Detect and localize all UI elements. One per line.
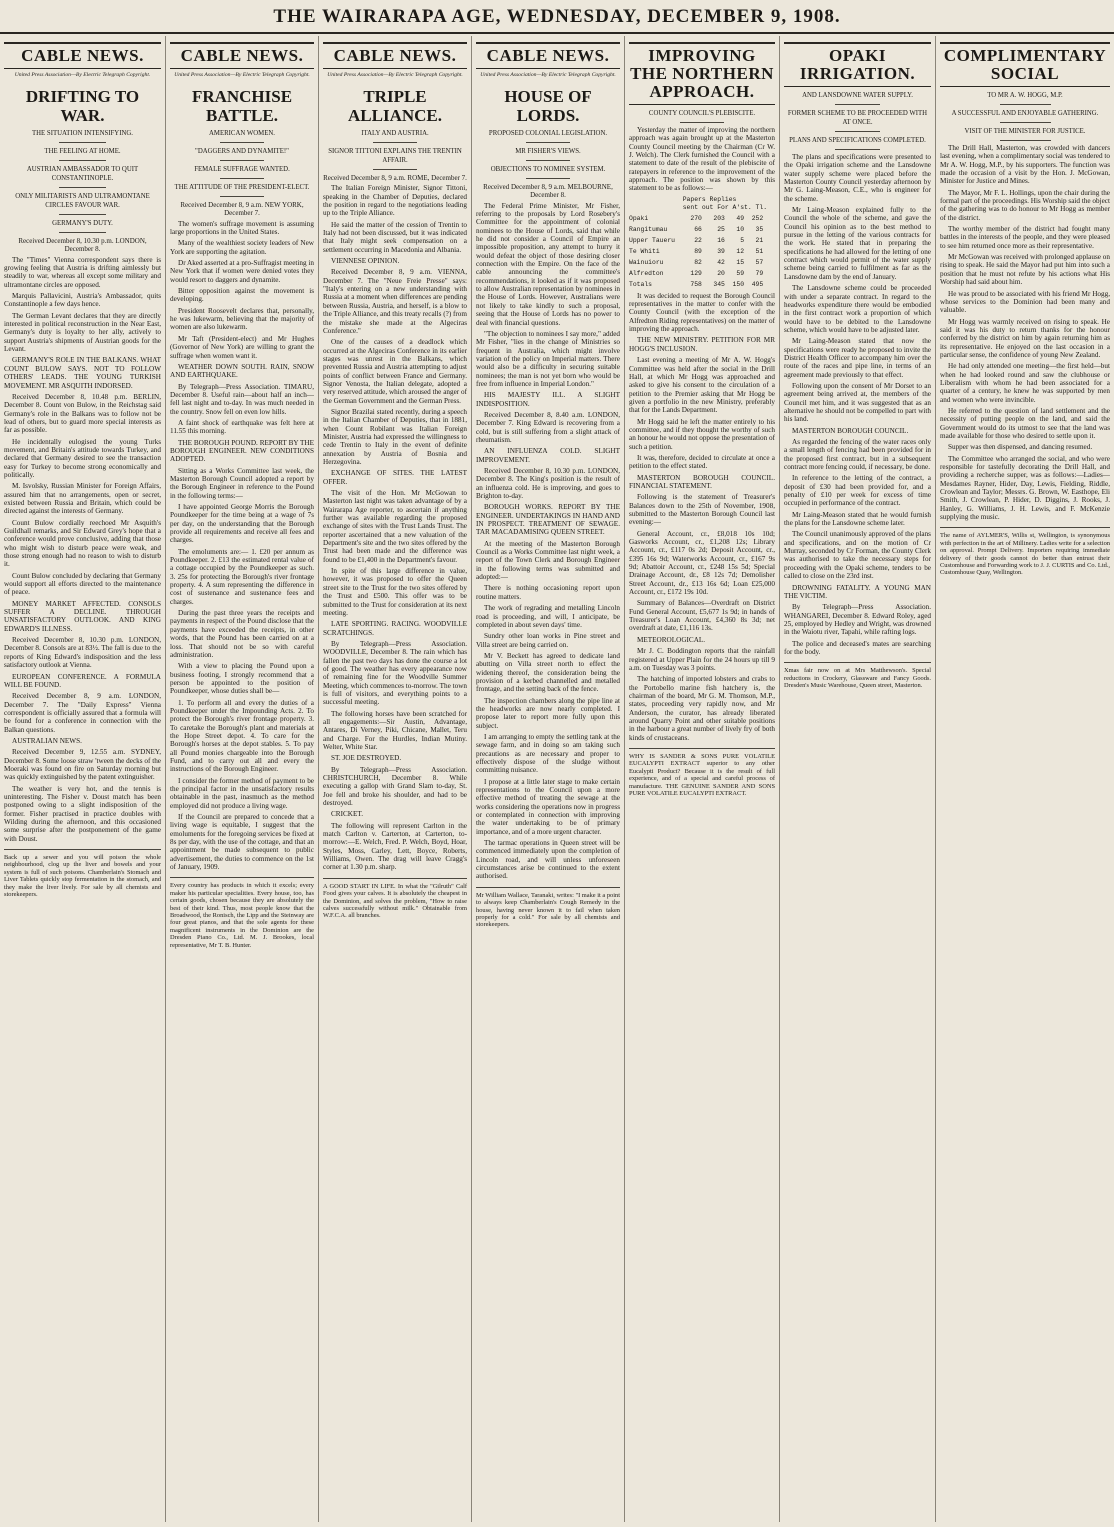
body-paragraph: At the meeting of the Masterton Borough Council as a Works Committee last night week, a report of the Town Clerk and Borough Engineer in the following terms was submitted and adopted:—	[476, 539, 620, 582]
column-2	[166, 36, 319, 1522]
article-subheading: AUSTRIAN AMBASSADOR TO QUIT CONSTANTINOPLE.	[26, 166, 139, 182]
newspaper-page	[0, 36, 1114, 1522]
article-subheading: "DAGGERS AND DYNAMITE!"	[195, 148, 289, 155]
article-subheading: A SUCCESSFUL AND ENJOYABLE GATHERING.	[951, 110, 1099, 117]
body-paragraph: He was proud to be associated with his friend Mr Hogg, whose services to the Dominion had been many and valuable.	[940, 289, 1110, 315]
body-paragraph: Sundry other loan works in Pine street and Villa street are being carried on.	[476, 632, 620, 649]
body-paragraph: Mr Hogg was warmly received on rising to speak. He said it was his duty to return thanks for the honour conferred by the district on him by again returning him as its representative. He enjoyed on the last occasion in a particular sense, the confidence of young New Zealand.	[940, 317, 1110, 359]
body-paragraph: The German Levant declares that they are directly interested in political reconstruction in the Near East, Germany's duty is loyalty to her ally, actively to support Austria's shipments of Austrian goods for the Levant.	[4, 311, 161, 354]
body-paragraph: Sitting as a Works Committee last week, the Masterton Borough Council adopted a report by the Borough Engineer in reference to the Pound in the following terms:—	[170, 466, 314, 500]
article-subheading: VISIT OF THE MINISTER FOR JUSTICE.	[964, 128, 1086, 135]
body-paragraph: MASTERTON BOROUGH COUNCIL. FINANCIAL STATEMENT.	[629, 473, 775, 490]
advertisement: Back up a sewer and you will poison the whole neighbourhood, clog up the liver and bowels and your system is full of such poisons. Chamberlain's Stomach and Liver Tablets quickly stop fermentation in the stomach, and they make the liver lively. For sale by all chemists and storekeepers.	[4, 849, 161, 898]
body-paragraph: If the Council are prepared to concede that a living wage is equitable, I suggest that the emoluments for the foregoing services be fixed at 8s per day, with the use of the cottage, and that an appointment be made subsequent to public advertisement, the duties to commence on the 1st of January, 1909.	[170, 813, 314, 872]
advertisement: WHY IS SANDER & SONS PURE VOLATILE EUCALYPTI EXTRACT superior to any other Eucalypti Product? Because it is the result of full experience, and of a special and careful process of manufacture. THE GENUINE SANDER AND SONS PURE VOLATILE EUCALYPTI EXTRACT.	[629, 748, 775, 797]
dateline: Received December 8, 9 a.m. ROME, December 7.	[323, 174, 467, 182]
body-paragraph: Mr Laing-Meason stated that now the specifications were ready he proposed to invite the District Health Officer to accompany him over the route of the races and pipe line, in terms of an agreement made previously to that effect.	[784, 337, 931, 379]
body-paragraph: The following horses have been scratched for all engagements:—Sir Austin, Advantage, Antares, Di Verney, Piki, Chicane, Mallet, Teru and Charge. For the Hurdles, Indian Mutiny. Welter, White Star.	[323, 709, 467, 751]
body-paragraph: The worthy member of the district had fought many battles in the interests of the people, and they were pleased to see him returned once more as their representative.	[940, 225, 1110, 250]
body-paragraph: THE BOROUGH POUND. REPORT BY THE BOROUGH ENGINEER. NEW CONDITIONS ADOPTED.	[170, 438, 314, 464]
body-paragraph: Signor Brazilai stated recently, during a speech in the Italian Chamber of Deputies, that in 1881, when Count Robilant was Italian Foreign Minister, Austria had expressed the willingness to cede Trentin to Italy in the event of definite annexation by Austria of Bosnia and Herzegovina.	[323, 407, 467, 466]
body-paragraph: Following upon the consent of Mr Dorset to an agreement being arrived at, the members of the Council met him, and it was suggested that as an alternative he should not be compelled to part with his land.	[784, 381, 931, 424]
body-paragraph: 1. To perform all and every the duties of a Poundkeeper under the Impounding Acts. 2. To protect the Borough's river frontage property. 3. To caretake the Borough's plant and materials at the Hope Street depot. 4. To care for the Borough's horses at the depot stables. 5. To pay all Pound monies chargeable into the Borough Fund, and to carry out all and every the instructions of the Borough Engineer.	[170, 698, 314, 774]
masthead-title: THE WAIRARAPA AGE, WEDNESDAY, DECEMBER 9, 1908.	[273, 6, 841, 27]
divider-rule	[526, 142, 569, 143]
body-paragraph: The inspection chambers along the pipe line at the headworks are now nearly completed. I propose later to report more fully upon this subject.	[476, 696, 620, 730]
body-paragraph: Yesterday the matter of improving the northern approach was again brought up at the Masterton County Council meeting by the Chairman (Cr W. J. Welch). The Clerk furnished the Council with a statement to date of the result of the plebiscite of ratepayers in reference to the improvement of the approach. The position was shown by this statement to be as follows:—	[629, 126, 775, 193]
body-paragraph: It was, therefore, decided to circulate at once a petition to the effect stated.	[629, 453, 775, 471]
plebiscite-table-row: Alfredton 129 20 59 79	[629, 269, 764, 277]
body-paragraph: With a view to placing the Pound upon a business footing, I strongly recommend that a person be appointed to the position of Poundkeeper, whose duties shall be—	[170, 662, 314, 696]
body-paragraph: The following will represent Carlton in the match Carlton v. Carterton, at Carterton, to-morrow:—E. Welch, Fred. P. Welch, Boyd, Hoar, Styles, Moss, Carley, Lett, Boyce, Roberts, Williams, Owen. The drag will leave Cragg's corner at 1.30 p.m. sharp.	[323, 821, 467, 872]
article-subheading: OBJECTIONS TO NOMINEE SYSTEM.	[490, 166, 606, 173]
body-paragraph: ST. JOE DESTROYED.	[331, 754, 402, 763]
body-paragraph: GERMANY'S ROLE IN THE BALKANS. WHAT COUNT BULOW SAYS. NOT TO FOLLOW OTHERS' LEADS. THE YOUNG TURKISH MOVEMENT. MR ASQUITH INDORSED.	[4, 356, 161, 390]
body-paragraph: "The objection to nominees I say more," added Mr Fisher, "lies in the change of Ministries so frequent in Australia, which might involve variation of the policy on Imperial matters. There would also be a difficulty in securing suitable nominees; the man is not yet born who would be free from influence in Imperial London."	[476, 329, 620, 388]
body-paragraph: One of the causes of a deadlock which occurred at the Algeciras Conference in its earlier stages was unrest in the Balkans, which prevented Russia and Austria attempting to adjust points of conflict between France and Germany. Signor Venosta, the Italian delegate, adopted a very reserved attitude, which aroused the anger of the German Government and the German Press.	[323, 338, 467, 405]
body-paragraph: I propose at a little later stage to make certain representations to the Council upon a more effective method of treating the sewage at the works considering the operations now in progress or contemplated in connection with improving the water undertaking to be of primary importance, and of a more urgent character.	[476, 777, 620, 836]
body-paragraph: Many of the wealthiest society leaders of New York are supporting the agitation.	[170, 239, 314, 256]
plebiscite-table-row: Rangitumau 66 25 10 35	[629, 225, 764, 233]
column-heading: CABLE NEWS.	[170, 42, 314, 69]
divider-rule	[835, 149, 879, 150]
body-paragraph: It was decided to request the Borough Council representatives in the matter to confer with the County Council (with the exception of the Alfredton Riding representatives) on the matter of improving the approach.	[629, 291, 775, 334]
article-subheading: ITALY AND AUSTRIA.	[361, 130, 429, 137]
body-paragraph: During the past three years the receipts and payments in respect of the Pound disclose that the payments have exceeded the receipts, in other words, that the Pound has been carried on at a loss. That should not be so with careful administration.	[170, 609, 314, 659]
body-paragraph: CRICKET.	[331, 810, 364, 819]
body-paragraph: By Telegraph—Press Association. WOODVILLE, December 8. The rain which has fallen the past two days has done the course a lot of good. The weather has every appearance now of remaining fine for the Woodville Summer Meeting, which commences to-morrow. The town is full of visitors, and everything points to a successful meeting.	[323, 639, 467, 707]
body-paragraph: By Telegraph—Press Association. CHRISTCHURCH, December 8. While executing a gallop with Grand Slam to-day, St. Joe fell and broke his shoulder, and had to be destroyed.	[323, 765, 467, 808]
body-paragraph: He referred to the question of land settlement and the necessity of putting people on the land, and said the Government would do its utmost to see that the land was made available for those who desired to settle upon it.	[940, 406, 1110, 440]
body-paragraph: WEATHER DOWN SOUTH. RAIN, SNOW AND EARTHQUAKE.	[170, 362, 314, 380]
body-paragraph: President Roosevelt declares that, personally, he was lukewarm, believing that the majority of women are also lukewarm.	[170, 306, 314, 332]
body-paragraph: General Account, cr., £8,018 10s 10d; Gasworks Account, cr., £1,208 12s; Library Account, cr., £117 0s 2d; Deposit Account, cr., £395 16s 9d; Waterworks Account, cr., £167 9s 9d; Abattoir Account, cr., £248 15s 5d; Special Drainage Account, dr., £8 12s 7d; Demolisher Street Account, dr., £13 16s 6d; Loan £25,000 Account, cr., £172 19s 10d.	[629, 529, 775, 597]
body-paragraph: DROWNING FATALITY. A YOUNG MAN THE VICTIM.	[784, 583, 931, 600]
body-paragraph: Received December 8, 10.48 p.m. BERLIN, December 8. Count von Bulow, in the Reichstag said Germany's role in the Balkans was to follow not be lead of others, but to guard more special interests as far as possible.	[4, 392, 161, 435]
column-heading: COMPLIMENTARY SOCIAL	[940, 42, 1110, 87]
column-heading: CABLE NEWS.	[4, 42, 161, 69]
article-subheading: PROPOSED COLONIAL LEGISLATION.	[488, 130, 608, 137]
wire-credit: United Press Association—By Electric Telegraph Copyright.	[14, 72, 151, 78]
divider-rule	[220, 178, 263, 179]
body-paragraph: BOROUGH WORKS. REPORT BY THE ENGINEER. UNDERTAKINGS IN HAND AND IN PROSPECT. TREATMENT OF SEWAGE. TAR MACADAMISING QUEEN STREET.	[476, 503, 620, 537]
dateline: Received December 8, 9 a.m. NEW YORK, December 7.	[180, 201, 304, 218]
article-subheading: COUNTY COUNCIL'S PLEBISCITE.	[648, 110, 756, 117]
dateline: Received December 8, 10.30 p.m. LONDON, December 8.	[18, 237, 147, 254]
body-paragraph: The emoluments are:— 1. £20 per annum as Poundkeeper. 2. £13 the estimated rental value of a cottage occupied by the Poundkeeper as such. 3. 25s for protecting the Borough's river frontage property. 4. A sum representing the difference in cost of sustenance and sustenance fees and charges.	[170, 547, 314, 606]
wire-credit: United Press Association—By Electric Telegraph Copyright.	[174, 72, 310, 78]
body-paragraph: Supper was then dispensed, and dancing resumed.	[948, 443, 1093, 452]
divider-rule	[59, 187, 106, 188]
body-paragraph: Following is the statement of Treasurer's Balances down to the 25th of November, 1908, submitted to the Masterton Borough Council last evening:—	[629, 493, 775, 527]
body-paragraph: MASTERTON BOROUGH COUNCIL.	[792, 426, 909, 435]
masthead	[0, 6, 1114, 34]
body-paragraph: VIENNESE OPINION.	[331, 257, 400, 266]
divider-rule	[526, 178, 569, 179]
advertisement: A GOOD START IN LIFE. In what the "Gilruth" Calf Food gives your calves. It is absolutely the cheapest in the Dominion, and solves the problem, "How to raise calves successfully without milk." Obtainable from W.F.C.A. all branches.	[323, 878, 467, 920]
body-paragraph: HIS MAJESTY ILL. A SLIGHT INDISPOSITION.	[476, 391, 620, 408]
body-paragraph: The hatching of imported lobsters and crabs to the Portobello marine fish hatchery is, the chairman of the board, Mr G. M. Thomson, M.P., states, proceeding very rapidly now, and Mr Anderson, the curator, has already liberated around Quarry Point and other suitable positions in the harbour a great number of lively fry of both kinds of crustaceans.	[629, 675, 775, 742]
advertisement: Mr William Wallace, Taranaki, writes: "I make it a point to always keep Chamberlain's Cough Remedy in the house, having never known it to fail when taken properly for a cold." For sale by all chemists and storekeepers.	[476, 887, 620, 929]
article-subheading: AND LANSDOWNE WATER SUPPLY.	[802, 92, 913, 99]
advertisement: The name of AYLMER'S, Willis st, Wellington, is synonymous with perfection in the art of Millinery. Ladies write for a selection on approval. Prompt Delivery. Importers requiring immediate delivery of their goods cannot do better than entrust their Customhouse and Forwarding work to J. J. CURTIS and Co. Ltd., Customhouse Quay, Wellington.	[940, 527, 1110, 576]
body-paragraph: The Drill Hall, Masterton, was crowded with dancers last evening, when a complimentary social was tendered to Mr A. W. Hogg, M.P., by his supporters. The function was made the occasion of a visit by the Hon. J. McGowan, Minister for Justice and Mines.	[940, 144, 1110, 186]
body-paragraph: By Telegraph—Press Association. TIMARU, December 8. Useful rain—about half an inch—fell last night and to-day. In was much needed in the country. Snow fell on even low hills.	[170, 382, 314, 416]
body-paragraph: As regarded the fencing of the water races only a small length of fencing had been provided for in the proposed first contract, but in a subsequent contract more fencing could, if necessary, be done.	[784, 438, 931, 472]
dateline: Received December 8, 9 a.m. MELBOURNE, December 8.	[483, 183, 613, 200]
body-paragraph: By Telegraph—Press Association. WHANGAREI, December 8. Edward Roley, aged 25, employed by Hedley and Wright, was drowned in the Waiotu river, Tapahi, while rafting logs.	[784, 603, 931, 637]
body-paragraph: The work of regrading and metalling Lincoln road is proceeding, and will, I anticipate, be completed in about seven days' time.	[476, 604, 620, 629]
body-paragraph: I am arranging to empty the settling tank at the sewage farm, and in doing so am taking such precautions as are necessary and proper to effectively dispose of the sludge without committing nuisance.	[476, 732, 620, 775]
body-paragraph: Mr J. C. Boddington reports that the rainfall registered at Upper Plain for the 24 hours up till 9 a.m. on Tuesday was 3 points.	[629, 647, 775, 672]
body-paragraph: The Committee who arranged the social, and who were responsible for tastefully decorating the Drill Hall, and providing a recherche supper, was as follows:—Ladies—Mesdames Rayner, Hider, Day, Lewis, Fielding, Riddle, Crowlean and Taylor; Messrs. G. Brown, W. Easthope, Eli Smith, J. Crowlean, P. Hider, D. Diggins, J. Rooks, J. Hanley, G. Williams, J. H. Lewis, and F. McKenzie supplying the music.	[940, 454, 1110, 522]
body-paragraph: LATE SPORTING. RACING. WOODVILLE SCRATCHINGS.	[323, 620, 467, 637]
body-paragraph: The plans and specifications were presented to the Opaki irrigation scheme and the Lansdowne water supply scheme were placed before the Masterton County Council yesterday afternoon by Mr G. Laing-Meason, C.E., who is engineer for the scheme.	[784, 153, 931, 203]
body-paragraph: The visit of the Hon. Mr McGowan to Masterton last night was taken advantage of by a Wairarapa Age reporter, to ascertain if anything further was available regarding the proposed exchange of sites with the Trust Lands Trust. The reporter ascertained that a new valuation of the Department's site and the two sites offered by the Trust had been made and the difference was found to be £1,400 in the Department's favour.	[323, 489, 467, 564]
article-subheading: AMERICAN WOMEN.	[209, 130, 275, 137]
article-title: DRIFTING TO WAR.	[25, 87, 140, 125]
article-subheading: THE ATTITUDE OF THE PRESIDENT-ELECT.	[174, 184, 310, 191]
body-paragraph: Bitter opposition against the movement is developing.	[170, 287, 314, 304]
body-paragraph: The Lansdowne scheme could be proceeded with under a separate contract. In regard to the headworks expenditure there would be embodied in the first contract work a proportion of which would have to be debited to the Lansdowne scheme, which would have to be adjusted later.	[784, 284, 931, 334]
body-paragraph: The Italian Foreign Minister, Signor Tittoni, speaking in the Chamber of Deputies, declared the position in regard to the negotiations leading up to the Triple Alliance.	[323, 184, 467, 218]
body-paragraph: Marquis Pallavicini, Austria's Ambassador, quits Constantinople a few days hence.	[4, 292, 161, 309]
article-subheading: THE SITUATION INTENSIFYING.	[32, 130, 133, 137]
body-paragraph: THE NEW MINISTRY. PETITION FOR MR HOGG'S INCLUSION.	[629, 336, 775, 353]
divider-rule	[373, 169, 416, 170]
body-paragraph: Mr Hogg said he left the matter entirely to his committee, and if they thought the worthy of such an honour he would not oppose the presentation of such a petition.	[629, 417, 775, 451]
body-paragraph: Count Bulow concluded by declaring that Germany would support all efforts directed to the maintenance of peace.	[4, 571, 161, 597]
article-subheading: FEMALE SUFFRAGE WANTED.	[194, 166, 290, 173]
body-paragraph: Count Bulow cordially reechoed Mr Asquith's Guildhall remarks, and Sir Edward Grey's hope that a conference would prove conclusive, adding that those who might wish to disturb peace were weak, and those strong enough had no reason to wish to disturb it.	[4, 518, 161, 569]
wire-credit: United Press Association—By Electric Telegraph Copyright.	[480, 72, 616, 78]
body-paragraph: The tarmac operations in Queen street will be commenced immediately upon the completion of Lincoln road, and will unless unforeseen circumstances arise be continued to the extent authorised.	[476, 839, 620, 881]
divider-rule	[59, 214, 106, 215]
column-1	[0, 36, 166, 1522]
article-title: HOUSE OF LORDS.	[504, 87, 592, 125]
body-paragraph: Mr Laing-Meason stated that he would furnish the plans for the Lansdowne scheme later.	[784, 510, 931, 528]
body-paragraph: Last evening a meeting of Mr A. W. Hogg's Committee was held after the social in the Drill Hall, at which Mr Hogg was approached and asked to give his consent to the circulation of a petition to the Premier asking that Mr Hogg be given a portfolio in the new Ministry, preferably that for the Lands Department.	[629, 356, 775, 415]
body-paragraph: AUSTRALIAN NEWS.	[12, 736, 82, 745]
body-paragraph: The women's suffrage movement is assuming large proportions in the United States.	[170, 219, 314, 237]
body-paragraph: He had only attended one meeting—the first held—but when he had looked round and saw the clubhouse or Liberalism with whom he had been associated for a quarter of a century, he knew he was supported by men and women who were invincible.	[940, 362, 1110, 404]
wire-credit: United Press Association—By Electric Telegraph Copyright.	[327, 72, 463, 78]
column-heading: OPAKI IRRIGATION.	[784, 42, 931, 87]
body-paragraph: A faint shock of earthquake was felt here at 11.55 this morning.	[170, 418, 314, 436]
plebiscite-table-row: Te Whiti 89 39 12 51	[629, 247, 764, 255]
article-subheading: FORMER SCHEME TO BE PROCEEDED WITH AT ONCE.	[787, 110, 928, 126]
column-heading: CABLE NEWS.	[323, 42, 467, 69]
plebiscite-table-row: Totals 758 345 150 495	[629, 280, 764, 288]
body-paragraph: I have appointed George Morris the Borough Poundkeeper for the time being at a wage of 7s per day, on the understanding that the Borough provide all requirements and receive all fees and charges.	[170, 503, 314, 545]
article-subheading: MR FISHER'S VIEWS.	[515, 148, 581, 155]
body-paragraph: Received December 8, 9 a.m. VIENNA, December 7. The "Neue Freie Presse" says: "Italy's entering on a new understanding with Russia at a moment when differences are pending between Russia, Austria, and herself, is a blow to the Triple Alliance, and this treaty recalls (?) from the mistake she made at the Algeciras Conference."	[323, 268, 467, 335]
divider-rule	[1000, 104, 1051, 105]
body-paragraph: Received December 8, 9 a.m. LONDON, December 7. The "Daily Express" Vienna correspondent is officially assured that a formula will be found for a conference in connection with the Balkan questions.	[4, 692, 161, 734]
article-subheading: SIGNOR TITTONI EXPLAINS THE TRENTIN AFFAIR.	[328, 148, 462, 164]
column-7	[936, 36, 1114, 1522]
body-paragraph: EXCHANGE OF SITES. THE LATEST OFFER.	[323, 469, 467, 486]
body-paragraph: He incidentally eulogised the young Turks movement, and Britain's attitude towards Turkey, and declared that Germany desired to see the transaction easy for Turkey to become strong economically and politically.	[4, 437, 161, 479]
divider-rule	[220, 196, 263, 197]
body-paragraph: METEOROLOGICAL.	[637, 635, 706, 644]
plebiscite-table-header: Papers Replies sent out For A'st. Tl.	[682, 195, 768, 211]
divider-rule	[680, 122, 724, 123]
body-paragraph: The Federal Prime Minister, Mr Fisher, referring to the proposals by Lord Rosebery's Committee for the appointment of colonial nominees to the House of Lords, said that while he did not consider a Council of Empire an impossible proposition, any attempt to hurry it would defeat the object of those desiring closer connection with the Empire. On the face of the cable announcing the committee's recommendations, it looked as if it was proposed to allow Australian representation by nominees in the House of Lords. However, Australians were not likely to take kindly to such a proposal, seeing that the House of Lords has no power to deal with financial questions.	[476, 201, 620, 327]
body-paragraph: Received December 9, 12.55 a.m. SYDNEY, December 8. Some loose straw 'tween the decks of the Moeraki was found on fire on Saturday morning but was quickly extinguished by the patent extinguisher.	[4, 748, 161, 782]
column-4	[472, 36, 625, 1522]
plebiscite-table-row: Upper Taueru 22 16 5 21	[629, 236, 764, 244]
advertisement: Every country has products in which it excels; every maker his particular specialities. Every house, too, has certain goods, chosen because they are absolutely the best of their kind. Thus, most people know that the Broadwood, the Ronisch, the Lipp and the Steinway are four great pianos, and that the sole agents for these magnificent instruments in the Dominion are the Dresden Piano Co., Ltd. M. J. Brookes, local representative, Mr T. B. Hunter.	[170, 877, 314, 949]
body-paragraph: Received December 8, 10.30 p.m. LONDON, December 8. The King's position is the result of an influenza cold. He is improving, and goes to Brighton to-day.	[476, 467, 620, 501]
body-paragraph: Received December 8, 8.40 a.m. LONDON, December 7. King Edward is recovering from a cold, but is still suffering from a slight attack of rheumatism.	[476, 410, 620, 444]
body-paragraph: He said the matter of the cession of Trentin to Italy had not been discussed, but it was indicated that Italy might seek compensation on a settlement occurring in Macedonia and Albania.	[323, 220, 467, 254]
column-3	[319, 36, 472, 1522]
body-paragraph: Dr Aked asserted at a pro-Suffragist meeting in New York that if women were denied votes they would resort to daggers and dynamite.	[170, 259, 314, 284]
body-paragraph: Mr Taft (President-elect) and Mr Hughes (Governor of New York) are willing to grant the suffrage when women want it.	[170, 334, 314, 360]
article-subheading: TO MR A. W. HOGG, M.P.	[987, 92, 1063, 99]
body-paragraph: Summary of Balances—Overdraft on District Fund General Account, £5,677 1s 9d; in hands of Treasurer's Loan Account, £4,360 8s 3d; net overdraft at date, £1,116 13s.	[629, 599, 775, 633]
body-paragraph: The Council unanimously approved of the plans and specifications, and on the motion of Cr Murray, seconded by Cr Forman, the County Clerk was authorised to take the necessary steps for proceeding with the Opaki scheme, tenders to be called to close on the 23rd inst.	[784, 530, 931, 581]
body-paragraph: Received December 8, 10.30 p.m. LONDON, December 8. Consols are at 83½. The fall is due to the reports of King Edward's indisposition and the less satisfactory outlook at Vienna.	[4, 636, 161, 670]
article-title: FRANCHISE BATTLE.	[191, 87, 293, 125]
body-paragraph: The "Times" Vienna correspondent says there is growing feeling that Austria is drifting aimlessly but steadily to war, whereas all except some military and ultramontane circles are opposed.	[4, 255, 161, 289]
body-paragraph: I consider the former method of payment to be the principal factor in the unsatisfactory results obtainable in the past, inasmuch as the method employed did not produce a living wage.	[170, 776, 314, 810]
plebiscite-table-row: Opaki 270 203 49 252	[629, 214, 764, 222]
body-paragraph: The Mayor, Mr F. L. Hollings, upon the chair during the formal part of the proceedings. His Worship said the object of the gathering was to do honour to Mr Hogg as member of the district.	[940, 188, 1110, 222]
divider-rule	[835, 104, 879, 105]
divider-rule	[1000, 122, 1051, 123]
divider-rule	[59, 232, 106, 233]
article-subheading: THE FEELING AT HOME.	[44, 148, 121, 155]
body-paragraph: AN INFLUENZA COLD. SLIGHT IMPROVEMENT.	[476, 447, 620, 464]
advertisement: Xmas fair now on at Mrs Matthewson's. Special reductions in Crockery, Glassware and Fancy Goods. Dresden's Music Warehouse, Queen street, Masterton.	[784, 662, 931, 689]
article-title: TRIPLE ALLIANCE.	[348, 87, 442, 125]
body-paragraph: MONEY MARKET AFFECTED. CONSOLS SUFFER A DECLINE. THROUGH UNSATISFACTORY OUTLOOK. AND KING EDWARD'S ILLNESS.	[4, 599, 161, 633]
divider-rule	[373, 142, 416, 143]
column-5	[625, 36, 780, 1522]
body-paragraph: The weather is very hot, and the tennis is uninteresting. The Fisher v. Doust match has been postponed owing to a slight indisposition of the former. Fisher practised in practice doubles with Wilding during the afternoon, and this occasioned some surprise after the postponement of the game with Doust.	[4, 784, 161, 843]
divider-rule	[1000, 140, 1051, 141]
column-heading: IMPROVING THE NORTHERN APPROACH.	[629, 42, 775, 105]
body-paragraph: There is nothing occasioning report upon routine matters.	[476, 584, 620, 601]
body-paragraph: In spite of this large difference in value, however, it was proposed to offer the Queen street site to the Trust for the two sites offered by the Trust and £500. This offer was to be submitted to the Trust for consideration at its next meeting.	[323, 567, 467, 617]
body-paragraph: The police and deceased's mates are searching for the body.	[784, 639, 931, 656]
divider-rule	[59, 142, 106, 143]
divider-rule	[835, 131, 879, 132]
divider-rule	[220, 142, 263, 143]
body-paragraph: Mr McGowan was received with prolonged applause on rising to speak. He said the Mayor had put him into such a position that he must not refute by his actions what His Worship had said about him.	[940, 253, 1110, 287]
body-paragraph: Mr V. Beckett has agreed to dedicate land abutting on Villa street north to effect the widening thereof, the consideration being the provision of a kerbed channelled and metalled frontage, and the setting back of the fence.	[476, 651, 620, 694]
column-heading: CABLE NEWS.	[476, 42, 620, 69]
article-subheading: GERMANY'S DUTY.	[52, 220, 113, 227]
plebiscite-table-row: Wainuioru 82 42 15 57	[629, 258, 764, 266]
divider-rule	[220, 160, 263, 161]
body-paragraph: M. Isvolsky, Russian Minister for Foreign Affairs, assured him that no arrangements, open or secret, existed between Russia and Britain, which could be directed against the interests of Germany.	[4, 482, 161, 516]
body-paragraph: EUROPEAN CONFERENCE. A FORMULA WILL BE FOUND.	[4, 672, 161, 689]
body-paragraph: Mr Laing-Meason explained fully to the Council the whole of the scheme, and gave the Council his opinion as to the best method to pursue in the letting of the various contracts for the work. He stated that in preparing the specifications he had allowed for the letting of one contract which would permit of the water supply scheme being carried to fulfilment as far as the Lansdowne dam by the end of January.	[784, 206, 931, 281]
body-paragraph: In reference to the letting of the contract, a deposit of £30 had been provided for, and a penalty of £10 per week for excess of time occupied in performance of the contract.	[784, 474, 931, 508]
column-6	[780, 36, 936, 1522]
divider-rule	[526, 160, 569, 161]
divider-rule	[59, 160, 106, 161]
article-subheading: PLANS AND SPECIFICATIONS COMPLETED.	[789, 137, 926, 144]
article-subheading: ONLY MILITARISTS AND ULTRAMONTANE CIRCLES FAVOUR WAR.	[15, 193, 150, 209]
